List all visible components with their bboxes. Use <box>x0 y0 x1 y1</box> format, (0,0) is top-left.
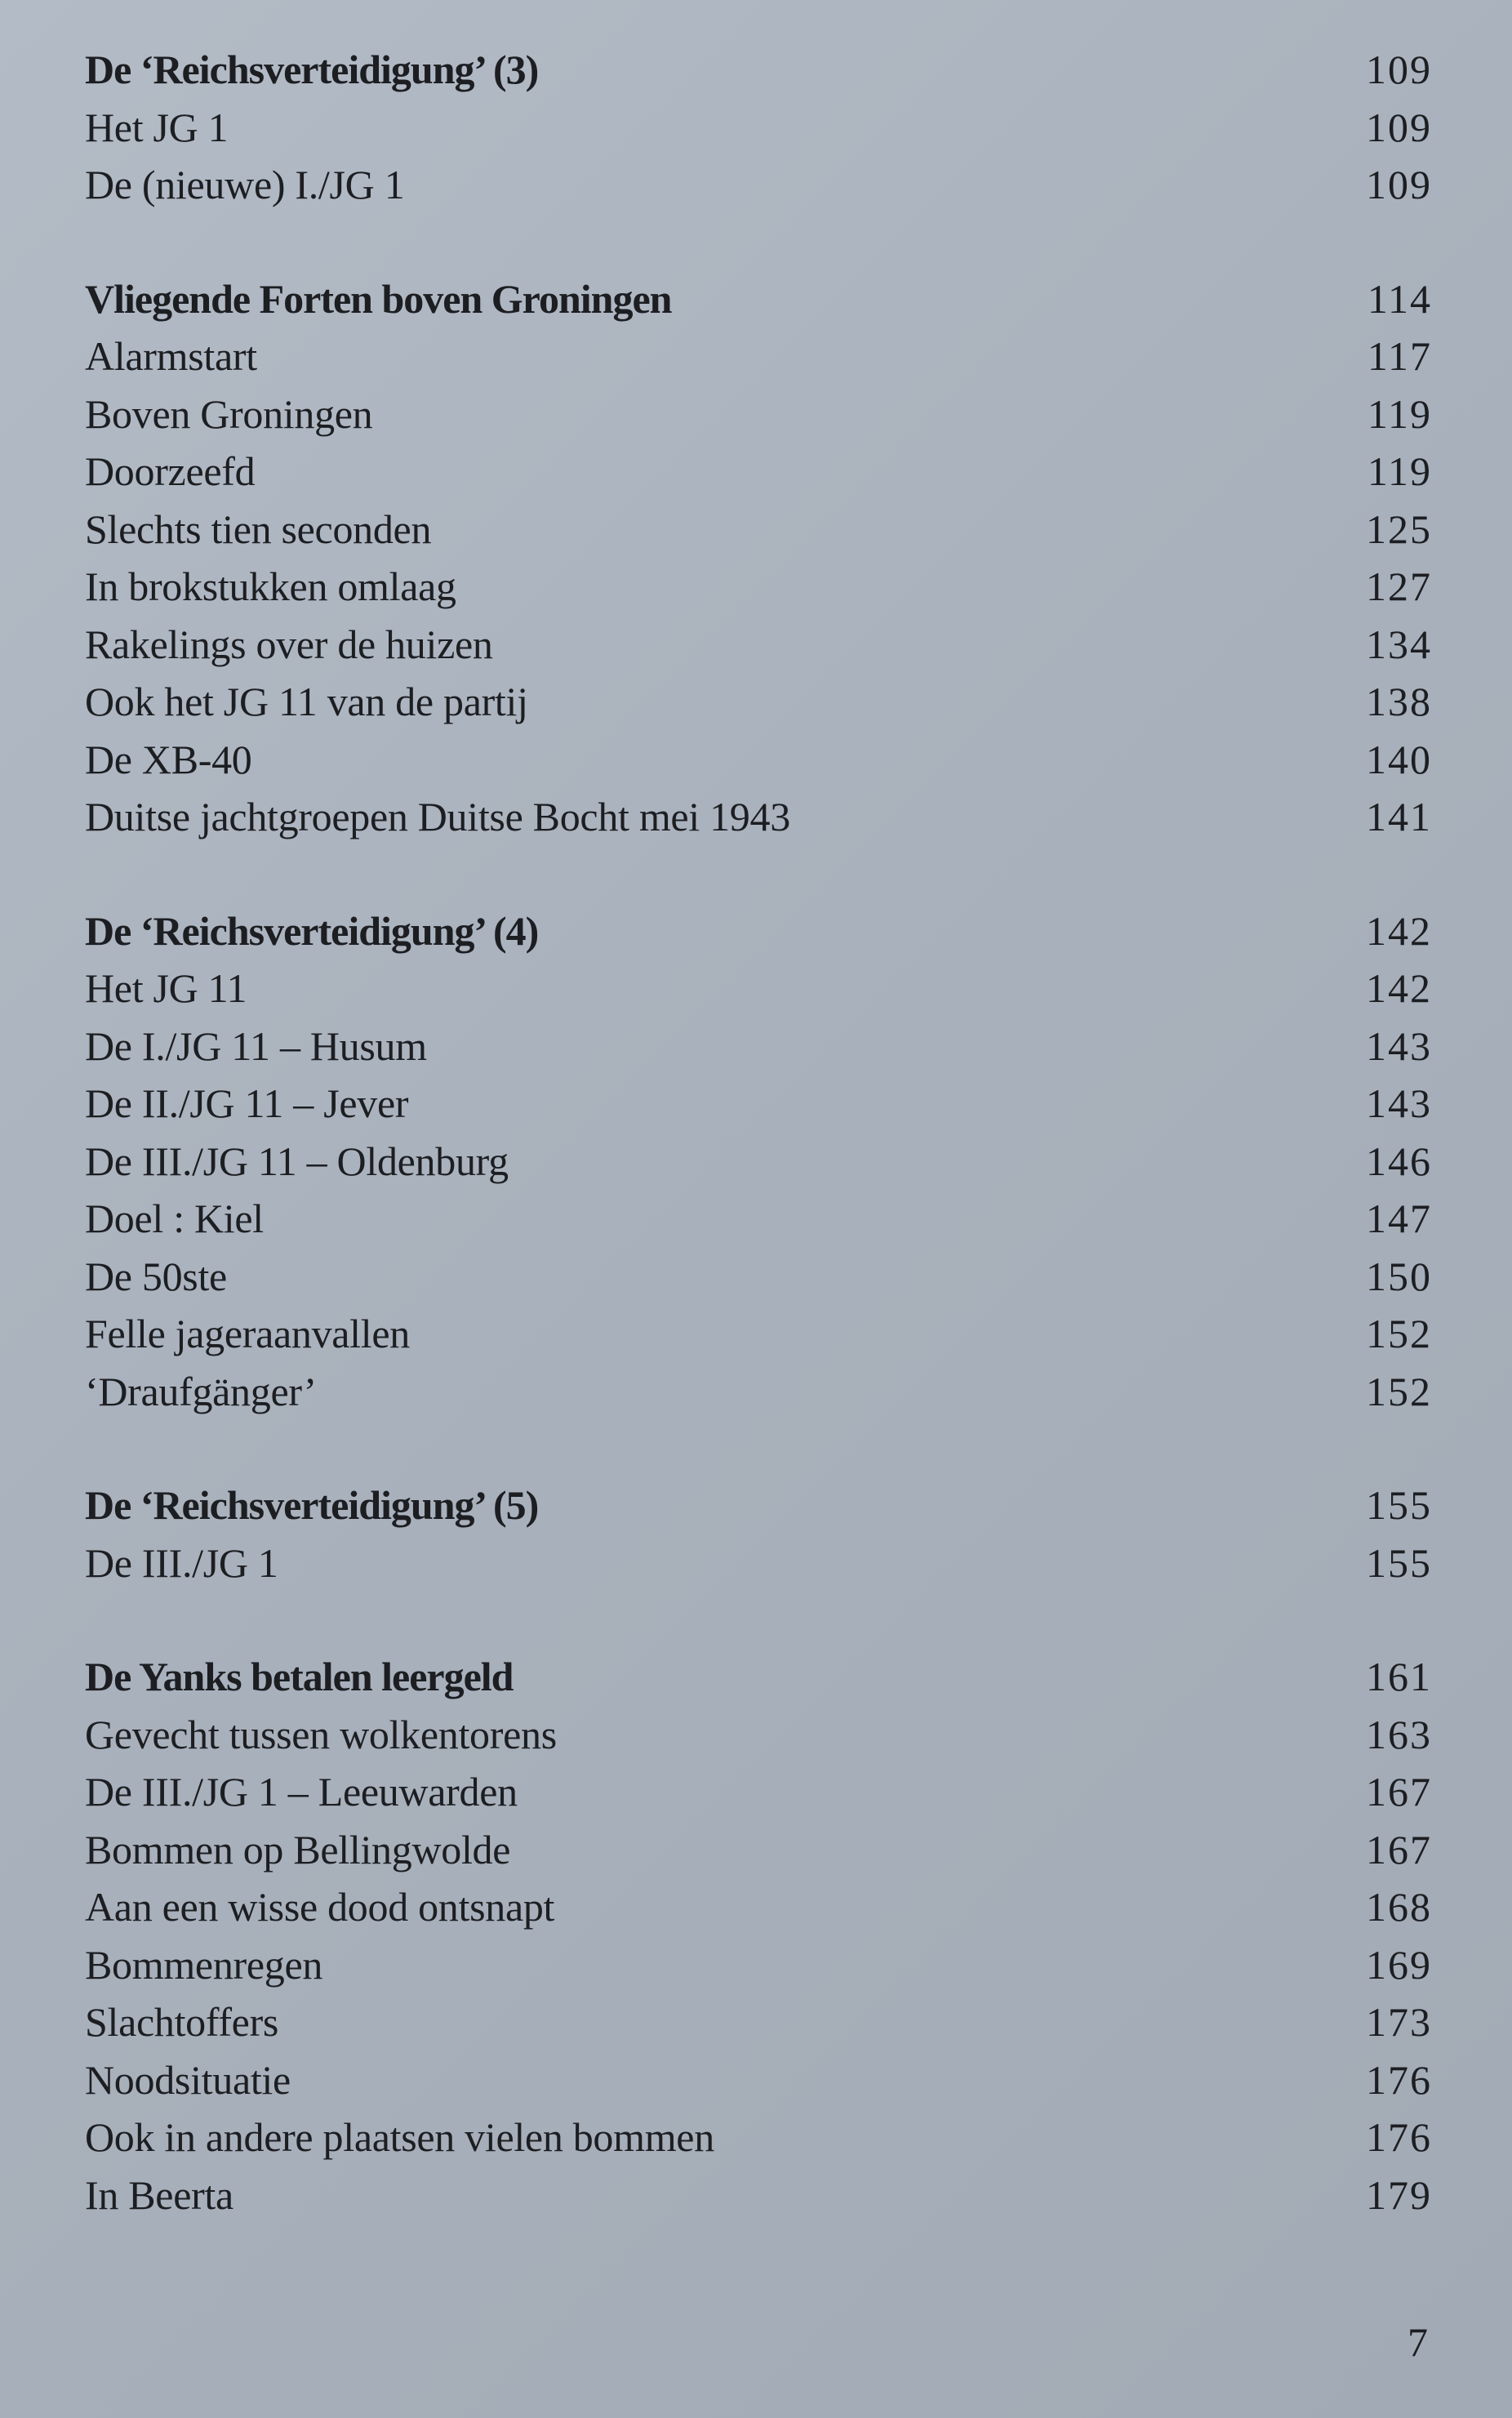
toc-section <box>85 1648 1432 2224</box>
entry-page-number: 155 <box>1366 1539 1432 1586</box>
toc-entry <box>85 1993 1432 2051</box>
entry-title: Ook in andere plaatsen vielen bommen <box>85 2114 714 2160</box>
toc-section <box>85 1476 1432 1592</box>
toc-entry <box>85 1821 1432 1879</box>
toc-entry <box>85 327 1432 385</box>
toc-entry <box>85 2166 1432 2224</box>
entry-page-number: 173 <box>1366 1999 1432 2045</box>
toc-section <box>85 41 1432 214</box>
toc-entry <box>85 1534 1432 1592</box>
toc-entry <box>85 1305 1432 1363</box>
entry-page-number: 168 <box>1366 1884 1432 1930</box>
entry-page-number: 176 <box>1366 2056 1432 2103</box>
entry-page-number: 143 <box>1366 1080 1432 1126</box>
toc-chapter-heading <box>85 902 1432 960</box>
toc-entry <box>85 501 1432 559</box>
entry-title: Rakelings over de huizen <box>85 621 493 667</box>
entry-title: De II./JG 11 – Jever <box>85 1080 409 1126</box>
entry-page-number: 142 <box>1366 965 1432 1011</box>
toc-entry <box>85 2051 1432 2109</box>
entry-title: ‘Draufgänger’ <box>85 1368 317 1414</box>
entry-page-number: 167 <box>1366 1826 1432 1873</box>
chapter-title: De ‘Reichsverteidigung’ (3) <box>85 47 539 92</box>
chapter-title: De ‘Reichsverteidigung’ (5) <box>85 1482 539 1528</box>
toc-entry <box>85 1248 1432 1306</box>
chapter-page-number: 142 <box>1366 907 1432 954</box>
toc-entry <box>85 1133 1432 1191</box>
entry-title: Slachtoffers <box>85 1999 279 2045</box>
toc-entry <box>85 731 1432 789</box>
chapter-page-number: 109 <box>1366 47 1432 92</box>
entry-page-number: 147 <box>1366 1196 1432 1241</box>
entry-title: De (nieuwe) I./JG 1 <box>85 162 405 207</box>
toc-chapter-heading <box>85 1476 1432 1534</box>
entry-page-number: 117 <box>1367 333 1432 379</box>
page-number: 7 <box>1407 2319 1428 2365</box>
toc-entry <box>85 616 1432 674</box>
chapter-page-number: 155 <box>1366 1482 1432 1528</box>
entry-page-number: 134 <box>1366 621 1432 667</box>
toc-chapter-heading <box>85 270 1432 328</box>
chapter-title: De Yanks betalen leergeld <box>85 1654 514 1699</box>
toc-entry <box>85 385 1432 443</box>
toc-entry <box>85 1706 1432 1764</box>
entry-page-number: 119 <box>1367 448 1432 494</box>
entry-title: De XB-40 <box>85 736 252 782</box>
entry-title: De 50ste <box>85 1253 227 1299</box>
entry-title: Bommenregen <box>85 1941 323 1988</box>
entry-title: Doorzeefd <box>85 448 256 494</box>
entry-page-number: 176 <box>1366 2114 1432 2160</box>
toc-entry <box>85 960 1432 1018</box>
chapter-page-number: 114 <box>1367 275 1432 322</box>
toc-entry <box>85 156 1432 214</box>
entry-page-number: 143 <box>1366 1022 1432 1069</box>
toc-chapter-heading <box>85 1648 1432 1706</box>
toc-entry <box>85 1363 1432 1421</box>
entry-title: Alarmstart <box>85 333 257 379</box>
entry-page-number: 141 <box>1366 794 1432 839</box>
entry-page-number: 179 <box>1366 2171 1432 2218</box>
toc-section <box>85 270 1432 846</box>
entry-title: Noodsituatie <box>85 2056 291 2103</box>
table-of-contents <box>85 41 1432 2280</box>
entry-page-number: 125 <box>1366 505 1432 552</box>
toc-entry <box>85 443 1432 501</box>
entry-title: Het JG 1 <box>85 104 229 150</box>
toc-section <box>85 902 1432 1421</box>
chapter-title: De ‘Reichsverteidigung’ (4) <box>85 907 539 954</box>
entry-title: In Beerta <box>85 2171 233 2218</box>
toc-entry <box>85 558 1432 616</box>
entry-page-number: 138 <box>1366 679 1432 724</box>
entry-page-number: 152 <box>1366 1311 1432 1356</box>
entry-page-number: 127 <box>1366 563 1432 609</box>
toc-entry <box>85 1190 1432 1248</box>
entry-title: De III./JG 1 – Leeuwarden <box>85 1769 518 1815</box>
entry-title: Doel : Kiel <box>85 1196 264 1241</box>
entry-title: Slechts tien seconden <box>85 505 432 552</box>
entry-page-number: 152 <box>1366 1368 1432 1414</box>
entry-title: Felle jageraanvallen <box>85 1311 410 1356</box>
entry-title: Boven Groningen <box>85 390 373 437</box>
entry-page-number: 146 <box>1366 1138 1432 1184</box>
entry-page-number: 169 <box>1366 1941 1432 1988</box>
entry-page-number: 150 <box>1366 1253 1432 1299</box>
chapter-title: Vliegende Forten boven Groningen <box>85 275 672 322</box>
entry-title: De I./JG 11 – Husum <box>85 1022 427 1069</box>
entry-title: Aan een wisse dood ontsnapt <box>85 1884 555 1930</box>
toc-entry <box>85 1936 1432 1994</box>
toc-entry <box>85 788 1432 846</box>
entry-page-number: 140 <box>1366 736 1432 782</box>
entry-page-number: 167 <box>1366 1769 1432 1815</box>
entry-title: In brokstukken omlaag <box>85 563 456 609</box>
toc-entry <box>85 2109 1432 2166</box>
entry-title: Duitse jachtgroepen Duitse Bocht mei 1943 <box>85 794 790 839</box>
toc-entry <box>85 1075 1432 1133</box>
entry-page-number: 119 <box>1367 390 1432 437</box>
entry-page-number: 109 <box>1366 104 1432 150</box>
toc-entry <box>85 1763 1432 1821</box>
toc-entry <box>85 1878 1432 1936</box>
entry-title: Het JG 11 <box>85 965 247 1011</box>
entry-title: Bommen op Bellingwolde <box>85 1826 511 1873</box>
entry-page-number: 163 <box>1366 1711 1432 1757</box>
toc-entry <box>85 1018 1432 1075</box>
entry-page-number: 109 <box>1366 162 1432 207</box>
toc-entry <box>85 99 1432 157</box>
entry-title: Gevecht tussen wolkentorens <box>85 1711 557 1757</box>
entry-title: Ook het JG 11 van de partij <box>85 679 528 724</box>
toc-entry <box>85 673 1432 731</box>
chapter-page-number: 161 <box>1366 1654 1432 1699</box>
toc-chapter-heading <box>85 41 1432 99</box>
entry-title: De III./JG 1 <box>85 1539 278 1586</box>
entry-title: De III./JG 11 – Oldenburg <box>85 1138 509 1184</box>
